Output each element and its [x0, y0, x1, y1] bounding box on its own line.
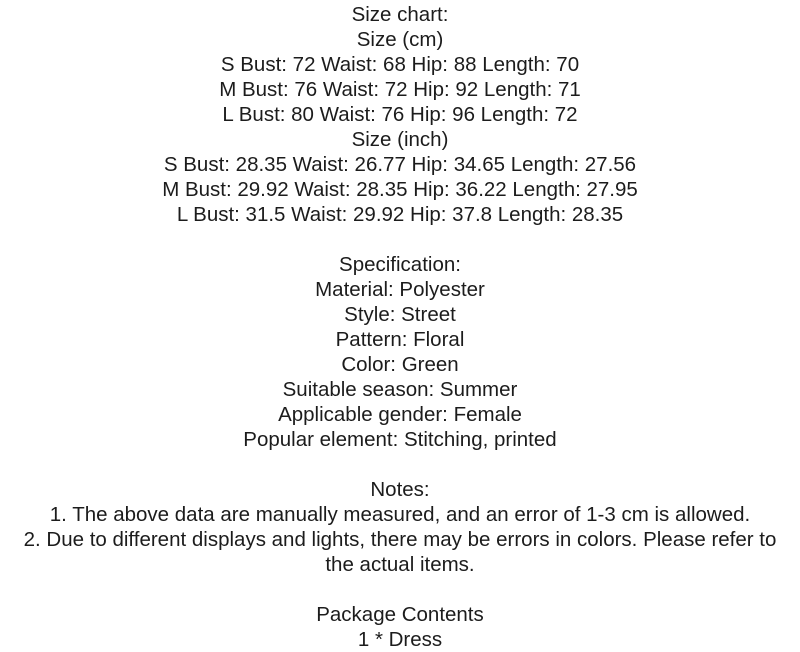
package-section	[0, 602, 800, 652]
size-inch-row: M Bust: 29.92 Waist: 28.35 Hip: 36.22 Length: 27.95	[162, 178, 638, 201]
package-title: Package Contents	[316, 603, 484, 626]
size-chart-section	[0, 2, 800, 227]
specification-item: Popular element: Stitching, printed	[243, 428, 557, 451]
package-item: 1 * Dress	[357, 628, 443, 651]
section-spacer	[0, 452, 800, 477]
note-item: 2. Due to different displays and lights, there may be errors in colors. Please refer to the actual items.	[23, 528, 783, 576]
section-spacer	[0, 577, 800, 602]
size-inch-row: L Bust: 31.5 Waist: 29.92 Hip: 37.8 Length: 28.35	[176, 203, 624, 226]
size-cm-row: S Bust: 72 Waist: 68 Hip: 88 Length: 70	[220, 53, 580, 76]
note-item: 1. The above data are manually measured, and an error of 1-3 cm is allowed.	[49, 503, 751, 526]
size-chart-title: Size chart:	[351, 3, 449, 26]
notes-title: Notes:	[370, 478, 430, 501]
size-cm-row: L Bust: 80 Waist: 76 Hip: 96 Length: 72	[222, 103, 578, 126]
size-cm-header: Size (cm)	[356, 28, 444, 51]
specification-item: Material: Polyester	[315, 278, 485, 301]
size-inch-row: S Bust: 28.35 Waist: 26.77 Hip: 34.65 Length: 27.56	[163, 153, 637, 176]
specification-item: Pattern: Floral	[335, 328, 465, 351]
specification-title: Specification:	[339, 253, 461, 276]
section-spacer	[0, 227, 800, 252]
specification-item: Color: Green	[341, 353, 459, 376]
size-cm-row: M Bust: 76 Waist: 72 Hip: 92 Length: 71	[219, 78, 581, 101]
specification-item: Suitable season: Summer	[282, 378, 518, 401]
specification-item: Style: Street	[344, 303, 456, 326]
size-inch-header: Size (inch)	[351, 128, 449, 151]
specification-item: Applicable gender: Female	[278, 403, 522, 426]
notes-section	[0, 477, 800, 577]
specification-section	[0, 252, 800, 452]
